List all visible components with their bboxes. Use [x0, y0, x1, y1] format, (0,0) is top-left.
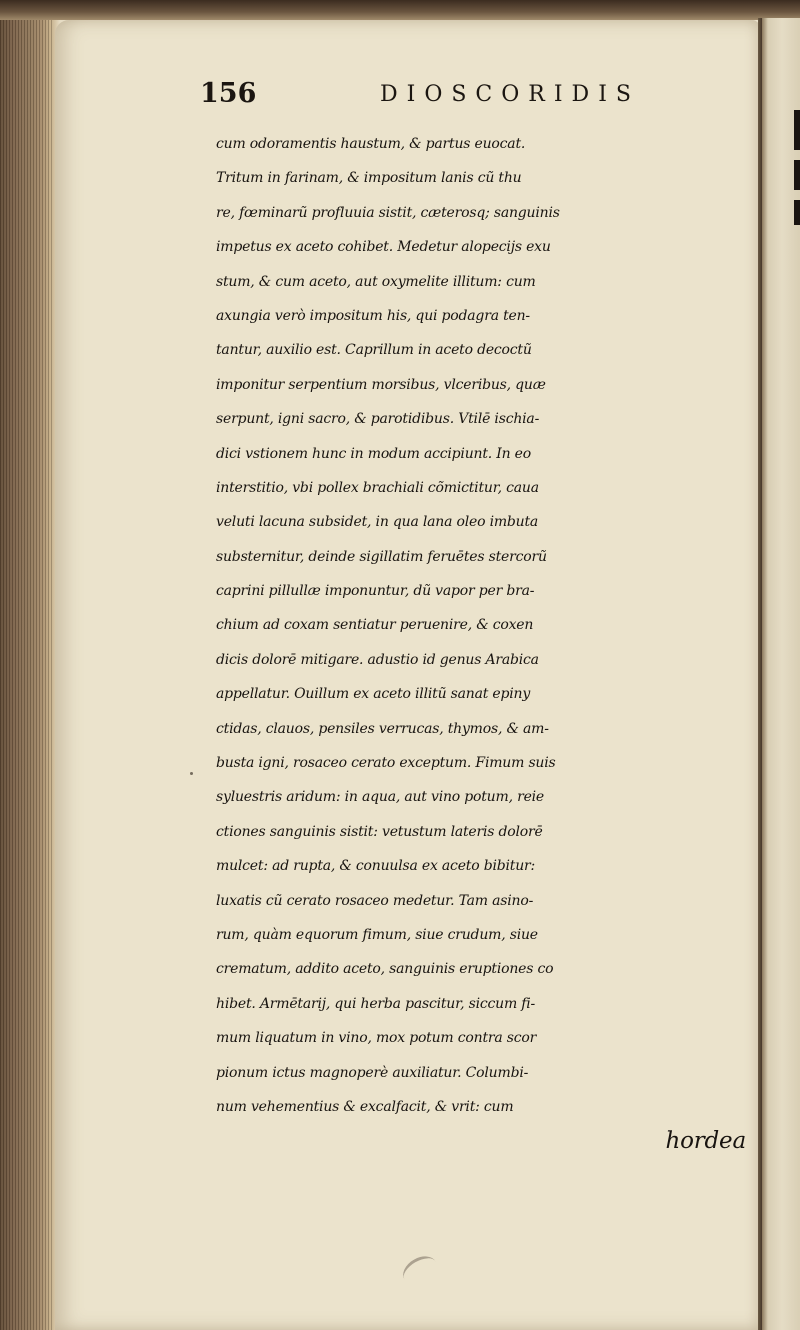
text-line: busta igni, rosaceo cerato exceptum. Fimum suis — [216, 755, 556, 772]
text-line: num vehementius & excalfacit, & vrit: cum — [216, 1098, 514, 1115]
running-head: DIOSCORIDIS — [380, 82, 640, 107]
text-line: tantur, auxilio est. Caprillum in aceto decoctũ — [216, 342, 532, 359]
text-line: impetus ex aceto cohibet. Medetur alopecijs exu — [216, 239, 551, 256]
text-line: mum liquatum in vino, mox potum contra scor — [216, 1030, 537, 1047]
text-line: dici vstionem hunc in modum accipiunt. In eo — [216, 445, 531, 462]
text-line: interstitio, vbi pollex brachiali cõmictitur, caua — [216, 479, 539, 496]
text-line: pionum ictus magnoperè auxiliatur. Columbi- — [216, 1064, 529, 1081]
catchword: hordea — [665, 1128, 746, 1155]
text-line: dicis dolorē mitigare. adustio id genus Arabica — [216, 651, 539, 668]
facing-page-ink — [794, 200, 800, 225]
text-line: crematum, addito aceto, sanguinis eruptiones co — [216, 961, 554, 978]
text-line: ctidas, clauos, pensiles verrucas, thymos, & am- — [216, 720, 549, 737]
text-line: imponitur serpentium morsibus, vlceribus, quæ — [216, 376, 546, 393]
page-header — [200, 78, 640, 118]
text-line: axungia verò impositum his, qui podagra ten- — [216, 307, 530, 324]
text-line: luxatis cũ cerato rosaceo medetur. Tam asino- — [216, 892, 534, 909]
text-line: caprini pillullæ imponuntur, dũ vapor per bra- — [216, 583, 535, 600]
text-line: Tritum in farinam, & impositum lanis cũ thu — [216, 170, 522, 187]
text-line: ctiones sanguinis sistit: vetustum lateris dolorē — [216, 823, 543, 840]
text-line: hibet. Armētarij, qui herba pascitur, siccum fi- — [216, 995, 536, 1012]
text-line: chium ad coxam sentiatur peruenire, & coxen — [216, 617, 534, 634]
text-line: substernitur, deinde sigillatim feruētes stercorũ — [216, 548, 547, 565]
facing-page-ink — [794, 160, 800, 190]
book-top-edge — [0, 0, 800, 20]
body-text — [216, 127, 756, 1159]
text-line: stum, & cum aceto, aut oxymelite illitum: cum — [216, 273, 536, 290]
text-line: veluti lacuna subsidet, in qua lana oleo imbuta — [216, 514, 539, 531]
text-line: cum odoramentis haustum, & partus euocat. — [216, 136, 526, 152]
facing-page-ink — [794, 110, 800, 150]
text-line: rum, quàm equorum fimum, siue crudum, siue — [216, 926, 538, 943]
text-line: syluestris aridum: in aqua, aut vino potum, reie — [216, 789, 545, 806]
text-line: appellatur. Ouillum ex aceto illitũ sanat epiny — [216, 686, 531, 703]
page-number: 156 — [200, 78, 257, 109]
text-line: re, fœminarũ profluuia sistit, cæterosq; sanguinis — [216, 204, 560, 221]
page-fore-edge — [0, 0, 52, 1330]
text-line: mulcet: ad rupta, & conuulsa ex aceto bibitur: — [216, 858, 536, 875]
text-line: serpunt, igni sacro, & parotidibus. Vtilē ischia- — [216, 411, 540, 428]
ink-speck — [190, 772, 193, 775]
